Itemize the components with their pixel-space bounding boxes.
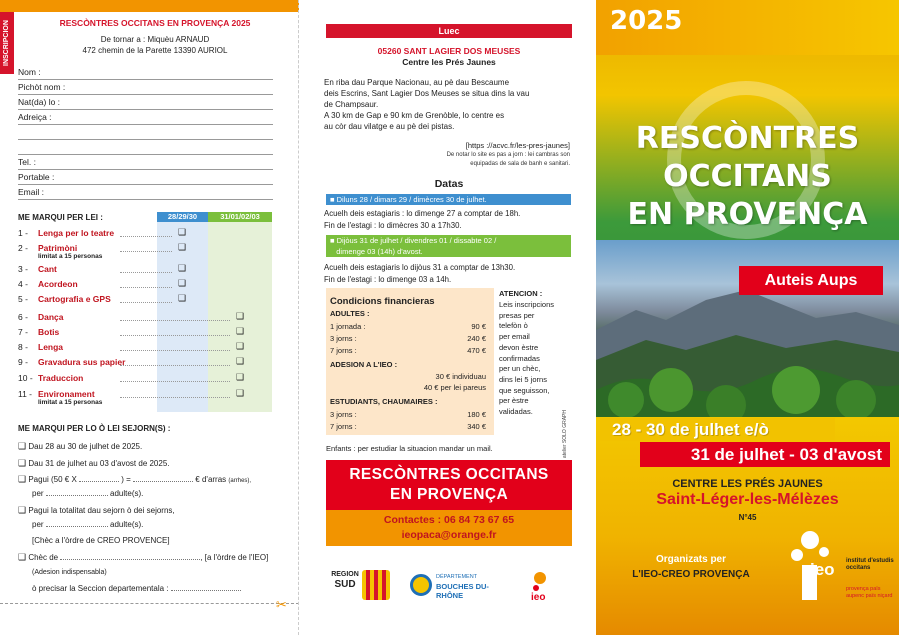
workshop-section-title: ME MARQUI PER LEI :	[18, 213, 103, 222]
attention-line: devon èstre	[499, 342, 539, 352]
membership-label: ADESION A L'IEO :	[330, 360, 398, 369]
dates-session-2: ■ Dijòus 31 de julhet / divendres 01 / dissabte 02 / dimenge 03 (14h) d'avost.	[326, 235, 571, 257]
attention-line: Leis inscripcions	[499, 300, 555, 309]
checkbox-icon[interactable]: ❑	[236, 388, 245, 398]
workshop-item: 6 - Dança	[18, 312, 64, 322]
limit-note: limitat a 15 personas	[38, 253, 103, 260]
address-line-2[interactable]	[18, 127, 273, 140]
checkbox-icon[interactable]: ❑	[178, 227, 187, 237]
attention-line: per èstre	[499, 396, 529, 406]
cover-number: N°45	[738, 513, 757, 522]
return-to: De tornar a : Miquèu ARNAUD	[100, 35, 210, 44]
session-1-end: Fin de l'estagi : lo dimècres 30 a 17h30.	[324, 221, 462, 230]
banner-title: RESCÒNTRES OCCITANS EN PROVENÇA	[326, 460, 572, 510]
cover-town: Saint-Léger-les-Mélèzes	[656, 491, 839, 508]
attention-line: per email	[499, 332, 530, 342]
ieo-small-logo	[528, 568, 568, 603]
price-row-3: 7 jorns :	[330, 346, 357, 355]
name-field[interactable]: Nom :	[18, 67, 273, 80]
checkbox-icon[interactable]: ❑	[178, 263, 187, 273]
membership-required: (Adesion indispensabla)	[32, 569, 107, 576]
note-1: De notar lo site es pas a jorn : lei cambras son	[446, 152, 570, 158]
location-description	[324, 77, 574, 132]
side-tab	[0, 12, 14, 74]
description-line: deis Escrins, Sant Lagier Dos Meuses se situa dins la vau	[324, 89, 530, 98]
scissors-icon: ✂	[276, 597, 287, 612]
membership-individual: 30 € individuau	[435, 372, 486, 381]
organizer: L'IEO-CREO PROVENÇA	[632, 569, 750, 580]
ieo-logo-text: ieo	[810, 560, 835, 579]
workshop-item: 2 - Patrimòni	[18, 243, 78, 253]
description-line: au còr dau vilatge e au pè dei pistas.	[324, 122, 455, 131]
student-row-1: 3 jorns :	[330, 410, 357, 419]
leader-dots	[120, 287, 172, 288]
price-value-3: 470 €	[467, 346, 486, 355]
price-row-2: 3 jorns :	[330, 334, 357, 343]
dates-title: Datas	[434, 178, 464, 190]
note-2: equipadas de sala de banh e sanitari.	[470, 161, 570, 167]
student-value-1: 180 €	[467, 410, 486, 419]
attention-line: validadas.	[499, 407, 533, 417]
region-tag: Auteis Aups	[739, 266, 883, 295]
price-value-2: 240 €	[467, 334, 486, 343]
attention-line: que seguisson,	[499, 385, 550, 395]
limit-note: limitat a 15 personas	[38, 399, 103, 406]
side-label: INSCRIPCION	[3, 20, 10, 66]
svg-text:ieo: ieo	[531, 592, 546, 603]
attention-line: presas per	[499, 310, 535, 320]
session-2-arrival: Acuelh deis estagiaris lo dijòus 31 a comptar de 13h30.	[324, 263, 516, 272]
checkbox-icon[interactable]: ❑	[236, 356, 245, 366]
session-2-end: Fin de l'estagi : lo dimenge 03 a 14h.	[324, 275, 452, 284]
leader-dots	[120, 236, 172, 237]
stay-section-title: ME MARQUI PER LO Ò LEI SEJORN(S) :	[18, 424, 171, 433]
contact-phone[interactable]: Contactes : 06 84 73 67 65	[383, 514, 515, 526]
student-row-2: 7 jorns :	[330, 422, 357, 431]
workshop-item: 11 - Environament	[18, 389, 95, 399]
ieo-logo-icon	[782, 520, 892, 630]
attention-line: per un chèc,	[499, 364, 541, 374]
top-bar	[0, 0, 299, 12]
cover-year: 2025	[610, 6, 683, 36]
checkbox-icon[interactable]: ❑	[178, 278, 187, 288]
leader-dots	[120, 397, 230, 398]
form-header: RESCÒNTRES OCCITANS EN PROVENÇA 2025	[59, 18, 251, 28]
workshop-item: 4 - Acordeon	[18, 279, 78, 289]
region-sud-logo: REGION SUD	[331, 571, 359, 590]
location-centre: Centre les Prés Jaunes	[402, 57, 496, 67]
location-link[interactable]: [https ://acvc.fr/les-pres-jaunes]	[465, 141, 570, 150]
region-crest-icon	[362, 570, 390, 600]
contact-email[interactable]: ieopaca@orange.fr	[401, 529, 497, 541]
address-line-3[interactable]	[18, 142, 273, 155]
leader-dots	[120, 381, 230, 382]
membership-cheque-option[interactable]: ❑ Chèc de , [a l'òrdre de l'IEO]	[18, 552, 269, 562]
students-label: ESTUDIANTS, CHAUMAIRES :	[330, 397, 438, 406]
email-field[interactable]: Email :	[18, 187, 273, 200]
checkbox-icon[interactable]: ❑	[18, 552, 27, 562]
deposit-adults: per adulte(s).	[32, 489, 144, 498]
address-field[interactable]: Adreiça :	[18, 112, 273, 125]
ieo-logo	[782, 520, 892, 630]
checkbox-icon[interactable]: ❑	[236, 372, 245, 382]
leader-dots	[120, 335, 230, 336]
session-1-header: 28/29/30	[157, 212, 208, 222]
location-label: Luec	[326, 24, 572, 38]
phone-field[interactable]: Tel. :	[18, 157, 273, 170]
leader-dots	[120, 272, 172, 273]
workshop-item: 1 - Lenga per lo teatre	[18, 228, 115, 238]
checkbox-icon[interactable]: ❑	[236, 341, 245, 351]
department-section: ò precisar la Seccion departementala :	[32, 584, 241, 593]
description-line: de Champsaur.	[324, 100, 379, 109]
checkbox-icon[interactable]: ❑	[18, 505, 27, 515]
leader-dots	[120, 251, 172, 252]
cover-date-1: 28 - 30 de julhet e/ò	[600, 418, 835, 441]
workshop-item: 3 - Cant	[18, 264, 57, 274]
cover-centre: CENTRE LES PRÉS JAUNES	[672, 478, 823, 490]
checkbox-icon[interactable]: ❑	[18, 474, 27, 484]
description-line: A 30 km de Gap e 90 km de Grenòble, lo centre es	[324, 111, 505, 120]
adults-label: ADULTES :	[330, 309, 370, 318]
checkbox-icon[interactable]: ❑	[18, 458, 27, 468]
workshop-item: 5 - Cartografia e GPS	[18, 294, 111, 304]
cut-line	[0, 603, 299, 604]
dates-session-1: ■ Diluns 28 / dimars 29 / dimècres 30 de julhet.	[326, 194, 571, 205]
ieo-emblem-icon	[528, 568, 568, 603]
cheque-order-note: [Chèc a l'òrdre de CREO PROVENCE]	[32, 536, 170, 545]
department-icon	[410, 574, 432, 596]
checkbox-icon[interactable]: ❑	[178, 242, 187, 252]
price-value-1: 90 €	[471, 322, 486, 331]
workshop-item: 8 - Lenga	[18, 342, 64, 352]
attention-text	[499, 300, 554, 418]
workshop-item: 10 - Traduccion	[18, 373, 84, 383]
first-name-field[interactable]: Pichòt nom :	[18, 82, 273, 95]
leader-dots	[120, 365, 230, 366]
print-credit: atelier SOLO GRAPH	[562, 410, 568, 459]
organized-by: Organizats per	[655, 554, 727, 565]
session-1-arrival: Acuelh deis estagiaris : lo dimenge 27 a comptar de 18h.	[324, 209, 521, 218]
checkbox-icon[interactable]: ❑	[236, 326, 245, 336]
checkbox-icon[interactable]: ❑	[236, 311, 245, 321]
attention-line: dins lei 5 jorns	[499, 374, 547, 384]
attention-line: confirmadas	[499, 353, 540, 363]
cover-title: RESCÒNTRES OCCITANS EN PROVENÇA	[627, 121, 868, 232]
pricing-title: Condicions financieras	[330, 296, 435, 307]
attention-line: telefòn ò	[499, 321, 528, 331]
location-title: 05260 SANT LAGIER DOS MEUSES	[377, 46, 521, 56]
leader-dots	[120, 320, 230, 321]
description-line: En riba dau Parque Nacionau, au pè dau Bescaume	[324, 78, 510, 87]
stay-option-2[interactable]: ❑ Dau 31 de julhet au 03 d'avost de 2025.	[18, 458, 170, 468]
cover-date-2: 31 de julhet - 03 d'avost	[640, 442, 890, 467]
return-address: 472 chemin de la Parette 13390 AURIOL	[82, 46, 228, 55]
stay-option-1[interactable]: ❑ Dau 28 au 30 de julhet de 2025.	[18, 441, 143, 451]
full-payment-option[interactable]: ❑ Pagui la totalitat dau sejorn ò dei sejorns,	[18, 505, 175, 515]
checkbox-icon[interactable]: ❑	[18, 441, 27, 451]
ieo-fullname: institut d'estudis occitans	[846, 558, 894, 571]
fold-line	[298, 0, 299, 635]
workshop-item: 7 - Botis	[18, 327, 60, 337]
ieo-regions: provença païs aupenc païs niçard	[846, 586, 893, 599]
full-payment-adults: per adulte(s).	[32, 520, 144, 529]
attention-title: ATENCION :	[499, 289, 543, 298]
leader-dots	[120, 350, 230, 351]
birthdate-field[interactable]: Nat(da) lo :	[18, 97, 273, 110]
department-logo: DÉPARTEMENT BOUCHES DU-RHÔNE	[436, 574, 489, 600]
leader-dots	[120, 302, 172, 303]
price-row-1: 1 jornada :	[330, 322, 366, 331]
session-2-header: 31/01/02/03	[208, 212, 272, 222]
checkbox-icon[interactable]: ❑	[178, 293, 187, 303]
deposit-option[interactable]: ❑ Pagui (50 € X ) = € d'arras (arrhes),	[18, 474, 252, 484]
children-note: Enfants : per estudiar la situacion mandar un mail.	[326, 444, 493, 453]
membership-couple: 40 € per lei pareus	[423, 383, 486, 392]
workshop-item: 9 - Gravadura sus papier	[18, 357, 126, 367]
student-value-2: 340 €	[467, 422, 486, 431]
mobile-field[interactable]: Portable :	[18, 172, 273, 185]
